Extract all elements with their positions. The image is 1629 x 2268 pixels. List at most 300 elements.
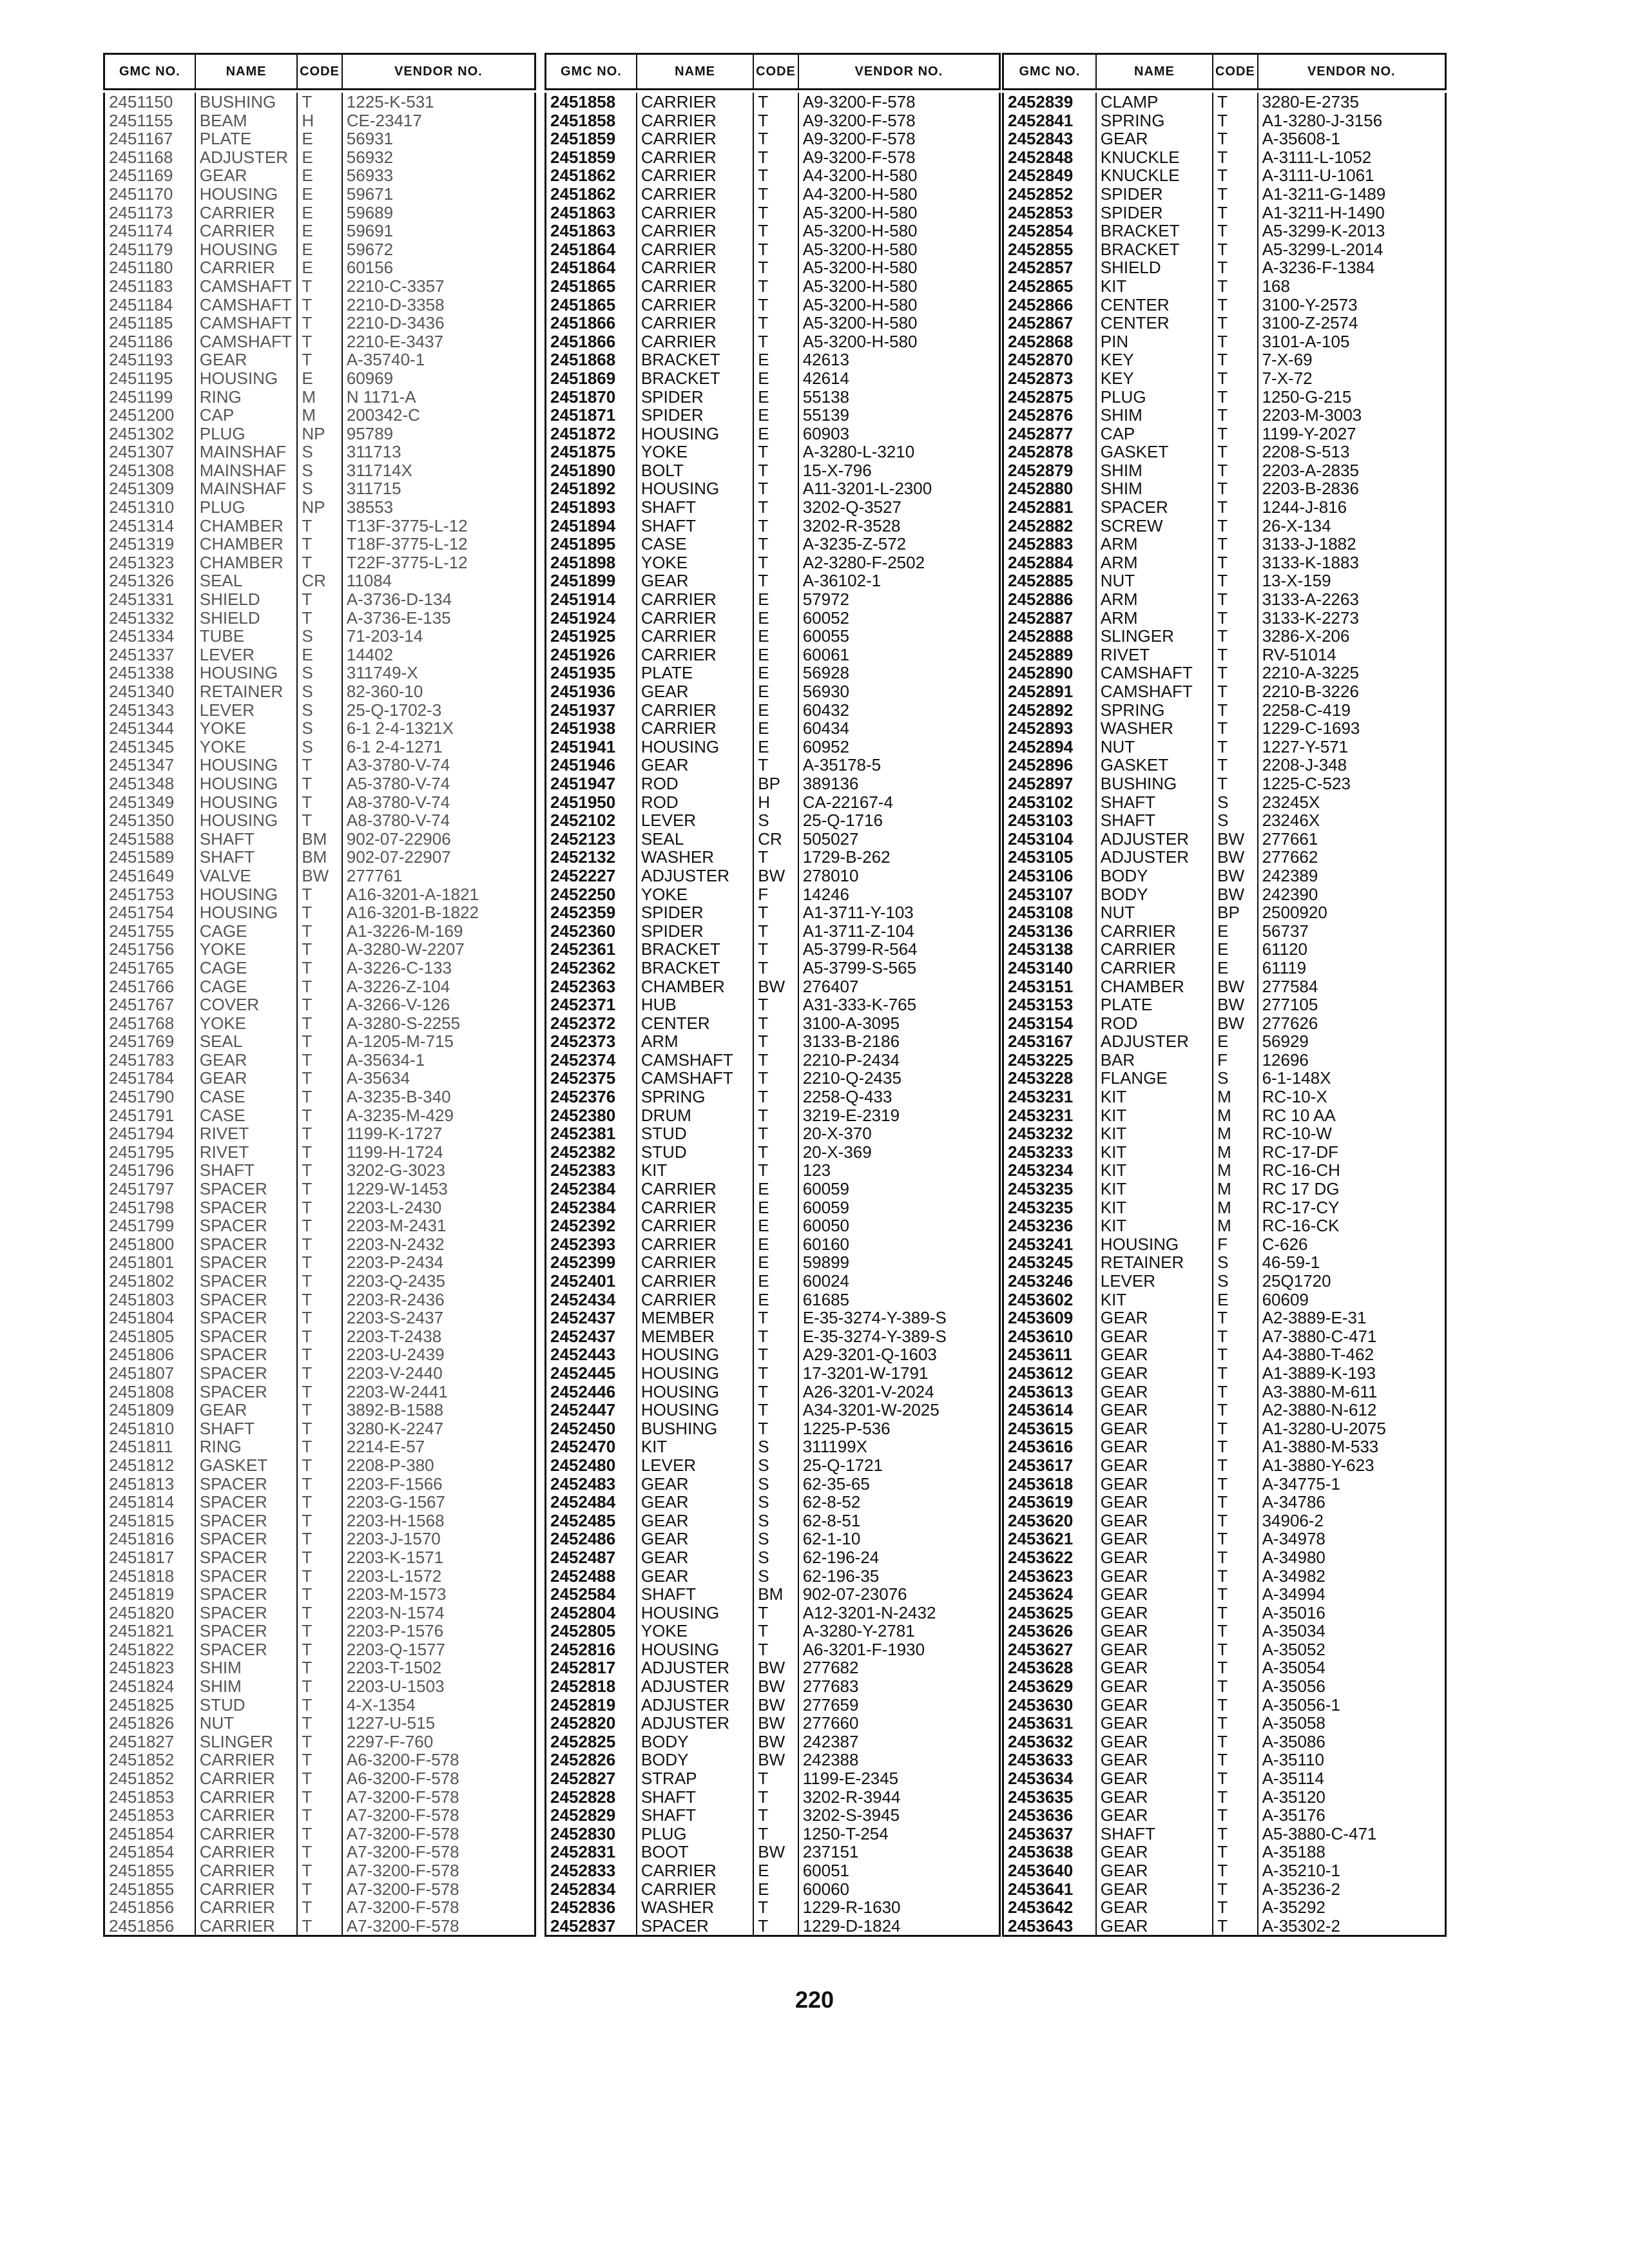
table-row: [1004, 148, 1445, 167]
code-cell: M: [1213, 1216, 1258, 1235]
code-cell: T: [298, 1493, 342, 1512]
table-row: [1004, 517, 1445, 535]
code-cell: BW: [1213, 867, 1258, 885]
vendor-number-cell: A-3280-Y-2781: [802, 1622, 915, 1640]
vendor-number-cell: A-35178-5: [802, 756, 882, 774]
code-cell: E: [1213, 940, 1258, 959]
vendor-number-cell: A-35608-1: [1262, 130, 1341, 148]
table-row: [1004, 1032, 1445, 1051]
part-name-cell: CARRIER: [637, 296, 754, 314]
table-row: [546, 1161, 999, 1180]
vendor-number-cell: 26-X-134: [1262, 516, 1331, 535]
part-name-cell: HOUSING: [196, 240, 298, 259]
vendor-number-cell: 62-8-52: [802, 1493, 861, 1512]
gmc-number-cell: 2451309: [105, 479, 196, 498]
part-name-cell: CARRIER: [196, 222, 298, 240]
vendor-number-cell: 1229-C-1693: [1262, 719, 1360, 738]
table-row: [546, 590, 999, 609]
vendor-number-cell: A6-3200-F-578: [346, 1751, 459, 1770]
code-cell: BP: [1213, 903, 1258, 922]
vendor-number-cell: 2203-L-1572: [346, 1566, 442, 1586]
table-row: [546, 443, 999, 461]
code-cell: T: [754, 185, 798, 204]
vendor-number-cell: A5-3200-H-580: [802, 203, 918, 222]
vendor-number-cell: 60061: [802, 645, 850, 664]
part-name-cell: GEAR: [1097, 1437, 1213, 1456]
code-cell: T: [1213, 185, 1258, 204]
table-row: [105, 1917, 534, 1936]
vendor-number-cell: 3202-G-3023: [346, 1161, 445, 1180]
table-body: [545, 93, 1001, 1937]
table-row: [105, 1180, 534, 1198]
gmc-number-cell: 2451852: [105, 1751, 196, 1769]
vendor-number-cell: 3202-S-3945: [802, 1806, 900, 1825]
vendor-number-cell: 2210-A-3225: [1262, 664, 1359, 682]
vendor-number-cell: 20-X-370: [802, 1124, 872, 1143]
code-cell: T: [298, 1604, 342, 1622]
gmc-number-cell: 2451810: [105, 1419, 196, 1438]
table-row: [546, 1825, 999, 1843]
table-row: [546, 130, 999, 148]
part-name-cell: BOLT: [637, 461, 754, 480]
part-name-cell: GEAR: [196, 1051, 298, 1070]
table-row: [1004, 1475, 1445, 1494]
vendor-number-cell: 278010: [802, 866, 859, 885]
part-name-cell: SPACER: [196, 1345, 298, 1364]
part-name-cell: BRACKET: [637, 940, 754, 959]
code-cell: CR: [754, 830, 798, 849]
part-name-cell: YOKE: [196, 940, 298, 959]
code-cell: T: [754, 1825, 798, 1843]
vendor-number-cell: 2203-V-2440: [346, 1363, 443, 1383]
gmc-number-cell: 2453630: [1004, 1696, 1097, 1715]
table-row: [105, 1548, 534, 1567]
gmc-number-cell: 2453136: [1004, 922, 1097, 941]
table-row: [105, 830, 534, 849]
table-row: [105, 848, 534, 867]
table-row: [546, 867, 999, 885]
code-cell: S: [1213, 811, 1258, 830]
table-row: [105, 443, 534, 461]
part-name-cell: CARRIER: [637, 185, 754, 204]
part-name-cell: BEAM: [196, 111, 298, 130]
gmc-number-cell: 2451310: [105, 498, 196, 517]
part-name-cell: GEAR: [1097, 1658, 1213, 1677]
part-name-cell: GEAR: [1097, 1585, 1213, 1604]
gmc-number-cell: 2452836: [546, 1898, 637, 1917]
table-row: [546, 1898, 999, 1917]
code-cell: T: [1213, 535, 1258, 553]
gmc-number-cell: 2451193: [105, 351, 196, 369]
part-name-cell: TUBE: [196, 627, 298, 646]
vendor-number-cell: 277584: [1262, 977, 1318, 996]
part-name-cell: ADJUSTER: [196, 148, 298, 167]
gmc-number-cell: 2452883: [1004, 535, 1097, 553]
code-cell: T: [1213, 1917, 1258, 1936]
gmc-number-cell: 2452804: [546, 1604, 637, 1622]
code-cell: T: [298, 1180, 342, 1198]
code-cell: BW: [1213, 848, 1258, 867]
gmc-number-cell: 2451926: [546, 646, 637, 664]
gmc-number-cell: 2453234: [1004, 1161, 1097, 1180]
table-row: [546, 369, 999, 388]
table-row: [546, 1733, 999, 1751]
vendor-number-cell: A6-3201-F-1930: [802, 1640, 925, 1659]
part-name-cell: ARM: [1097, 590, 1213, 609]
vendor-number-cell: 55139: [802, 406, 850, 425]
part-name-cell: SHAFT: [196, 1419, 298, 1438]
vendor-number-cell: 2203-Q-2435: [346, 1272, 445, 1291]
part-name-cell: SPACER: [196, 1235, 298, 1254]
gmc-number-cell: 2451866: [546, 332, 637, 351]
part-name-cell: MAINSHAF: [196, 461, 298, 480]
vendor-number-cell: A-3266-V-126: [346, 995, 450, 1014]
code-cell: T: [298, 332, 342, 351]
vendor-number-cell: 389136: [802, 774, 859, 793]
part-name-cell: KIT: [1097, 1180, 1213, 1198]
part-name-cell: GEAR: [1097, 1530, 1213, 1548]
part-name-cell: CARRIER: [637, 204, 754, 222]
code-cell: S: [754, 1530, 798, 1548]
table-row: [105, 590, 534, 609]
table-row: [1004, 222, 1445, 240]
part-name-cell: CARRIER: [1097, 940, 1213, 959]
gmc-number-cell: 2451340: [105, 682, 196, 701]
part-name-cell: KNUCKLE: [1097, 148, 1213, 167]
code-cell: E: [754, 1880, 798, 1899]
code-cell: T: [298, 1364, 342, 1383]
code-cell: T: [754, 1088, 798, 1106]
gmc-number-cell: 2453619: [1004, 1493, 1097, 1512]
table-row: [1004, 1088, 1445, 1106]
gmc-number-cell: 2452892: [1004, 701, 1097, 720]
table-row: [1004, 609, 1445, 628]
gmc-number-cell: 2451872: [546, 425, 637, 443]
gmc-number-cell: 2453602: [1004, 1291, 1097, 1309]
gmc-number-cell: 2451784: [105, 1069, 196, 1088]
code-cell: BW: [754, 867, 798, 885]
table-row: [546, 296, 999, 314]
gmc-number-cell: 2451854: [105, 1825, 196, 1843]
table-row: [546, 1475, 999, 1494]
gmc-number-cell: 2453616: [1004, 1437, 1097, 1456]
table-row: [1004, 1861, 1445, 1880]
code-cell: T: [754, 93, 798, 111]
table-row: [546, 1272, 999, 1291]
table-row: [105, 959, 534, 977]
table-row: [105, 351, 534, 369]
table-row: [1004, 756, 1445, 774]
table-row: [105, 240, 534, 259]
vendor-number-cell: 12696: [1262, 1050, 1309, 1070]
part-name-cell: HOUSING: [637, 1640, 754, 1659]
table-row: [1004, 1567, 1445, 1586]
gmc-number-cell: 2453609: [1004, 1309, 1097, 1327]
vendor-number-cell: A9-3200-F-578: [802, 111, 916, 130]
gmc-number-cell: 2451756: [105, 940, 196, 959]
table-row: [105, 1216, 534, 1235]
part-name-cell: SHAFT: [637, 1788, 754, 1807]
table-row: [546, 940, 999, 959]
table-row: [1004, 1180, 1445, 1198]
vendor-number-cell: A5-3799-R-564: [802, 940, 918, 959]
table-row: [105, 738, 534, 756]
code-cell: E: [754, 406, 798, 425]
gmc-number-cell: 2453235: [1004, 1180, 1097, 1198]
vendor-number-cell: A1-3211-G-1489: [1262, 184, 1386, 204]
vendor-number-cell: 7-X-69: [1262, 351, 1313, 369]
code-cell: M: [1213, 1088, 1258, 1106]
vendor-number-cell: 3100-A-3095: [802, 1014, 900, 1033]
code-cell: T: [298, 1235, 342, 1254]
gmc-number-cell: 2451869: [546, 369, 637, 388]
part-name-cell: GEAR: [637, 1512, 754, 1530]
code-cell: BW: [1213, 1014, 1258, 1033]
vendor-number-cell: 42614: [802, 369, 850, 388]
vendor-number-cell: 3101-A-105: [1262, 332, 1350, 351]
gmc-number-cell: 2452873: [1004, 369, 1097, 388]
code-cell: T: [298, 1345, 342, 1364]
code-cell: T: [1213, 388, 1258, 407]
code-cell: T: [1213, 498, 1258, 517]
table-row: [105, 1327, 534, 1346]
vendor-number-cell: 2203-U-1503: [346, 1677, 445, 1696]
code-cell: T: [754, 277, 798, 296]
code-cell: T: [298, 1291, 342, 1309]
part-name-cell: HOUSING: [1097, 1235, 1213, 1254]
vendor-number-cell: 2203-B-2836: [1262, 479, 1359, 499]
gmc-number-cell: 2452584: [546, 1585, 637, 1604]
vendor-number-cell: 311714X: [346, 461, 412, 480]
table-header: [545, 53, 1001, 90]
gmc-number-cell: 2451755: [105, 922, 196, 941]
code-cell: E: [1213, 922, 1258, 941]
part-name-cell: CHAMBER: [637, 977, 754, 996]
code-cell: T: [298, 590, 342, 609]
vendor-number-cell: 60432: [802, 700, 850, 720]
code-cell: T: [754, 222, 798, 240]
part-name-cell: MAINSHAF: [196, 443, 298, 461]
part-name-cell: FLANGE: [1097, 1069, 1213, 1088]
table-row: [105, 277, 534, 296]
table-row: [1004, 1530, 1445, 1548]
table-row: [105, 1161, 534, 1180]
part-name-cell: SHAFT: [637, 517, 754, 535]
part-name-cell: SEAL: [637, 830, 754, 849]
vendor-number-cell: A6-3200-F-578: [346, 1769, 459, 1788]
part-name-cell: SPACER: [1097, 498, 1213, 517]
code-cell: T: [1213, 1437, 1258, 1456]
part-name-cell: ARM: [1097, 535, 1213, 553]
gmc-number-cell: 2451332: [105, 609, 196, 628]
vendor-number-cell: 3133-K-1883: [1262, 553, 1359, 572]
vendor-number-cell: RC-17-CY: [1262, 1198, 1340, 1217]
code-cell: E: [754, 646, 798, 664]
gmc-number-cell: 2452880: [1004, 479, 1097, 498]
table-row: [105, 148, 534, 167]
table-row: [546, 959, 999, 977]
gmc-number-cell: 2453105: [1004, 848, 1097, 867]
code-cell: T: [1213, 1419, 1258, 1438]
gmc-number-cell: 2451791: [105, 1106, 196, 1125]
code-cell: E: [298, 646, 342, 664]
code-cell: T: [298, 977, 342, 996]
vendor-number-cell: A1-3711-Y-103: [802, 903, 914, 922]
vendor-number-cell: 237151: [802, 1843, 859, 1861]
code-cell: T: [1213, 1309, 1258, 1327]
part-name-cell: SPACER: [196, 1327, 298, 1346]
part-name-cell: CAMSHAFT: [196, 277, 298, 296]
code-cell: BP: [754, 774, 798, 793]
part-name-cell: GEAR: [1097, 1696, 1213, 1715]
vendor-number-cell: 25Q1720: [1262, 1272, 1331, 1291]
code-cell: T: [1213, 443, 1258, 461]
vendor-number-cell: 62-196-24: [802, 1548, 880, 1567]
vendor-number-cell: A5-3200-H-580: [802, 222, 918, 240]
table-row: [546, 1567, 999, 1586]
gmc-number-cell: 2451858: [546, 93, 637, 111]
gmc-number-cell: 2451935: [546, 664, 637, 682]
part-name-cell: SLINGER: [1097, 627, 1213, 646]
code-cell: T: [1213, 240, 1258, 259]
part-name-cell: SPRING: [637, 1088, 754, 1106]
vendor-number-cell: A5-3299-K-2013: [1262, 222, 1385, 240]
gmc-number-cell: 2451818: [105, 1567, 196, 1586]
gmc-number-cell: 2452371: [546, 995, 637, 1014]
gmc-number-cell: 2453638: [1004, 1843, 1097, 1861]
table-row: [546, 1585, 999, 1604]
vendor-number-cell: CE-23417: [346, 111, 422, 130]
table-row: [105, 664, 534, 682]
part-name-cell: GEAR: [1097, 1622, 1213, 1640]
gmc-number-cell: 2451946: [546, 756, 637, 774]
gmc-number-cell: 2452372: [546, 1014, 637, 1033]
table-row: [105, 1714, 534, 1733]
table-row: [105, 185, 534, 204]
gmc-number-cell: 2453634: [1004, 1769, 1097, 1788]
part-name-cell: BRACKET: [1097, 222, 1213, 240]
gmc-number-cell: 2453612: [1004, 1364, 1097, 1383]
table-row: [105, 535, 534, 553]
code-cell: E: [754, 1253, 798, 1272]
code-cell: E: [754, 1198, 798, 1217]
table-row: [546, 461, 999, 480]
gmc-number-cell: 2453621: [1004, 1530, 1097, 1548]
code-cell: T: [754, 1069, 798, 1088]
table-row: [105, 425, 534, 443]
gmc-number-cell: 2453151: [1004, 977, 1097, 996]
code-cell: T: [1213, 1658, 1258, 1677]
table-row: [105, 1769, 534, 1788]
part-name-cell: CARRIER: [637, 148, 754, 167]
vendor-number-cell: 2203-A-2835: [1262, 461, 1359, 480]
code-cell: S: [298, 664, 342, 682]
vendor-number-cell: 902-07-23076: [802, 1585, 907, 1604]
part-name-cell: SPACER: [196, 1567, 298, 1586]
part-name-cell: CARRIER: [196, 1751, 298, 1769]
part-name-cell: CARRIER: [196, 204, 298, 222]
code-cell: BW: [754, 977, 798, 996]
vendor-number-cell: 277682: [802, 1658, 859, 1678]
code-cell: T: [298, 553, 342, 572]
part-name-cell: YOKE: [196, 738, 298, 756]
part-name-cell: SHAFT: [196, 1161, 298, 1180]
gmc-number-cell: 2452227: [546, 867, 637, 885]
gmc-number-cell: 2452866: [1004, 296, 1097, 314]
vendor-number-cell: T22F-3775-L-12: [346, 553, 468, 572]
table-row: [546, 1383, 999, 1401]
code-cell: M: [1213, 1106, 1258, 1125]
table-row: [546, 93, 999, 111]
code-cell: T: [298, 811, 342, 830]
part-name-cell: GEAR: [1097, 1567, 1213, 1586]
table-row: [546, 314, 999, 332]
vendor-number-cell: A2-3889-E-31: [1262, 1309, 1367, 1327]
vendor-number-cell: 15-X-796: [802, 461, 872, 480]
gmc-number-cell: 2453140: [1004, 959, 1097, 977]
vendor-number-cell: 14402: [346, 645, 394, 664]
table-row: [1004, 774, 1445, 793]
part-name-cell: GEAR: [1097, 1677, 1213, 1696]
code-cell: T: [298, 517, 342, 535]
part-name-cell: SHAFT: [1097, 1825, 1213, 1843]
vendor-number-cell: 34906-2: [1262, 1511, 1324, 1530]
gmc-number-cell: 2453633: [1004, 1751, 1097, 1769]
code-cell: T: [1213, 1364, 1258, 1383]
code-cell: T: [754, 1383, 798, 1401]
vendor-number-cell: A26-3201-V-2024: [802, 1382, 934, 1401]
part-name-cell: BUSHING: [1097, 774, 1213, 793]
vendor-number-cell: 1199-Y-2027: [1262, 424, 1356, 443]
page-number: 220: [795, 1986, 834, 2013]
code-cell: T: [754, 903, 798, 922]
table-row: [105, 995, 534, 1014]
gmc-number-cell: 2452890: [1004, 664, 1097, 682]
table-row: [1004, 738, 1445, 756]
part-name-cell: HOUSING: [196, 793, 298, 812]
part-name-cell: BAR: [1097, 1051, 1213, 1070]
gmc-number-cell: 2451588: [105, 830, 196, 849]
code-cell: T: [298, 756, 342, 774]
gmc-number-cell: 2452886: [1004, 590, 1097, 609]
part-name-cell: CARRIER: [637, 166, 754, 185]
vendor-number-cell: A8-3780-V-74: [346, 793, 450, 812]
table-row: [1004, 388, 1445, 407]
code-cell: S: [298, 738, 342, 756]
part-name-cell: GEAR: [1097, 1733, 1213, 1751]
table-row: [1004, 406, 1445, 425]
code-cell: S: [1213, 1272, 1258, 1291]
part-name-cell: BRACKET: [637, 959, 754, 977]
table-row: [105, 1622, 534, 1640]
code-cell: T: [754, 553, 798, 572]
gmc-number-cell: 2452380: [546, 1106, 637, 1125]
part-name-cell: GEAR: [1097, 1512, 1213, 1530]
vendor-number-cell: A3-3880-M-611: [1262, 1382, 1378, 1401]
code-cell: BM: [298, 848, 342, 867]
code-cell: T: [754, 1124, 798, 1143]
part-name-cell: YOKE: [196, 1014, 298, 1033]
gmc-number-cell: 2452447: [546, 1401, 637, 1419]
code-cell: S: [1213, 1069, 1258, 1088]
part-name-cell: GEAR: [1097, 1456, 1213, 1475]
code-cell: T: [754, 498, 798, 517]
code-cell: T: [1213, 1861, 1258, 1880]
part-name-cell: CARRIER: [637, 1216, 754, 1235]
table-row: [1004, 1880, 1445, 1899]
vendor-number-cell: A-35056-1: [1262, 1695, 1341, 1715]
table-row: [105, 461, 534, 480]
